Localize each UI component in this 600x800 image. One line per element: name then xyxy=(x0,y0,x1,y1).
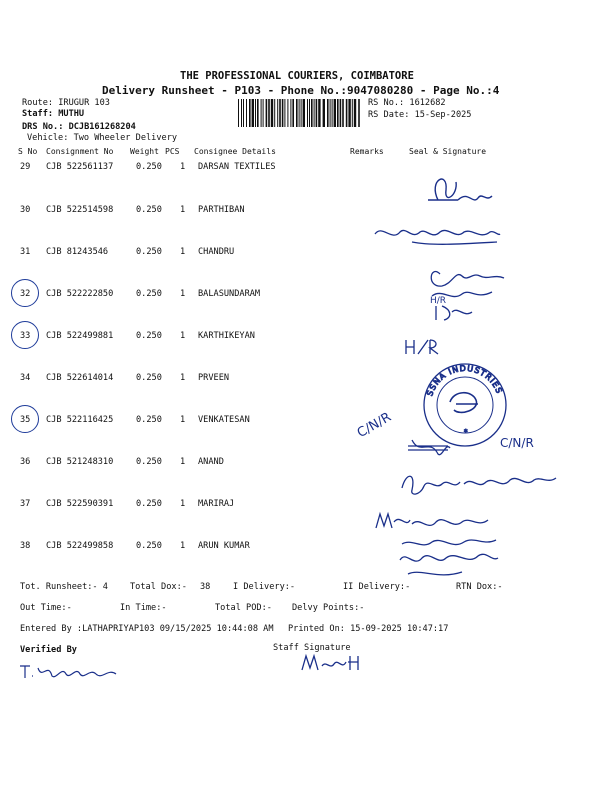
signature-row-30 xyxy=(372,222,502,250)
signature-row-37 xyxy=(372,510,502,586)
row-consignment: CJB 522116425 xyxy=(46,415,114,425)
barcode-bar xyxy=(358,99,360,127)
row-consignment: CJB 522590391 xyxy=(46,499,114,509)
barcode-bar xyxy=(249,99,251,127)
barcode-bar xyxy=(330,99,331,127)
barcode-bar xyxy=(271,99,273,127)
signature-row-36-struck xyxy=(404,436,454,460)
total-dox-value: 38 xyxy=(200,582,211,592)
vehicle-label: Vehicle: Two Wheeler Delivery xyxy=(27,133,178,143)
barcode-bar xyxy=(282,99,284,127)
rtn-dox: RTN Dox:- xyxy=(456,582,503,592)
row-pcs: 1 xyxy=(180,499,186,509)
barcode-bar xyxy=(316,99,318,127)
row-consignment: CJB 522514598 xyxy=(46,205,114,215)
row-weight: 0.250 xyxy=(136,289,162,299)
circle-mark-32 xyxy=(11,279,39,307)
row-weight: 0.250 xyxy=(136,541,162,551)
remark-handwritten-2: C/N/R xyxy=(500,436,534,450)
barcode-bar xyxy=(342,99,344,127)
row-weight: 0.250 xyxy=(136,247,162,257)
row-pcs: 1 xyxy=(180,457,186,467)
barcode-bar xyxy=(241,99,242,127)
row-sno: 32 xyxy=(20,289,31,299)
row-consignee: KARTHIKEYAN xyxy=(198,331,255,341)
signature-row-32 xyxy=(422,262,512,322)
row-sno: 38 xyxy=(20,541,31,551)
barcode-bar xyxy=(257,99,259,127)
row-weight: 0.250 xyxy=(136,457,162,467)
barcode-bar xyxy=(274,99,275,127)
row-consignee: BALASUNDARAM xyxy=(198,289,261,299)
barcode-bar xyxy=(352,99,353,127)
col-sno: S No xyxy=(18,147,38,156)
ii-delivery: II Delivery:- xyxy=(343,582,411,592)
barcode-bar xyxy=(301,99,302,127)
barcode-bar xyxy=(243,99,244,127)
runsheet-title: Delivery Runsheet - P103 - Phone No.:9047080280 - Page No.:4 xyxy=(102,84,500,97)
row-consignee: MARIRAJ xyxy=(198,499,235,509)
row-sno: 29 xyxy=(20,162,31,172)
barcode-bar xyxy=(277,99,278,127)
row-sno: 36 xyxy=(20,457,31,467)
barcode-bar xyxy=(263,99,264,127)
col-consignment: Consignment No xyxy=(46,147,114,156)
total-dox-label: Total Dox:- xyxy=(130,582,187,592)
row-sno: 37 xyxy=(20,499,31,509)
row-weight: 0.250 xyxy=(136,373,162,383)
barcode-bar xyxy=(284,99,285,127)
row-sno: 31 xyxy=(20,247,31,257)
route-label: Route: IRUGUR 103 xyxy=(22,98,110,108)
row-pcs: 1 xyxy=(180,162,186,172)
barcode-bar xyxy=(238,99,239,127)
printed-on: Printed On: 15-09-2025 10:47:17 xyxy=(288,624,449,634)
i-delivery: I Delivery:- xyxy=(233,582,296,592)
row-pcs: 1 xyxy=(180,541,186,551)
svg-text:SSNA INDUSTRIES: SSNA INDUSTRIES xyxy=(425,363,504,398)
rs-date-label: RS Date: 15-Sep-2025 xyxy=(368,110,472,120)
tot-runsheet: Tot. Runsheet:- 4 xyxy=(20,582,108,592)
row-consignee: DARSAN TEXTILES xyxy=(198,162,276,172)
row-consignee: VENKATESAN xyxy=(198,415,250,425)
row-consignment: CJB 522499881 xyxy=(46,331,114,341)
barcode-image xyxy=(237,99,363,127)
barcode-bar xyxy=(255,99,256,127)
col-consignee: Consignee Details xyxy=(194,147,276,156)
barcode-bar xyxy=(332,99,333,127)
barcode-bar xyxy=(261,99,262,127)
total-pod: Total POD:- xyxy=(215,603,272,613)
col-seal: Seal & Signature xyxy=(409,147,487,156)
barcode-bar xyxy=(279,99,281,127)
row-consignee: PARTHIBAN xyxy=(198,205,245,215)
staff-signature xyxy=(300,652,370,674)
barcode-bar xyxy=(252,99,254,127)
barcode-bar xyxy=(346,99,348,127)
out-time: Out Time:- xyxy=(20,603,72,613)
row-consignment: CJB 522499858 xyxy=(46,541,114,551)
barcode-bar xyxy=(348,99,350,127)
row33-handwritten-note: H/R xyxy=(430,296,447,306)
entered-by: Entered By :LATHAPRIYAP103 09/15/2025 10:44:08 AM xyxy=(20,624,274,634)
barcode-bar xyxy=(337,99,339,127)
barcode-bar xyxy=(303,99,305,127)
col-weight: Weight xyxy=(130,147,159,156)
row-weight: 0.250 xyxy=(136,162,162,172)
barcode-bar xyxy=(266,99,268,127)
row-pcs: 1 xyxy=(180,331,186,341)
company-title: THE PROFESSIONAL COURIERS, COIMBATORE xyxy=(180,70,414,82)
row-pcs: 1 xyxy=(180,289,186,299)
row-consignee: ANAND xyxy=(198,457,224,467)
signature-row-29 xyxy=(418,170,498,215)
row-weight: 0.250 xyxy=(136,205,162,215)
row-sno: 34 xyxy=(20,373,31,383)
staff-label: Staff: MUTHU xyxy=(22,109,85,119)
circle-mark-33 xyxy=(11,321,39,349)
row-consignee: PRVEEN xyxy=(198,373,230,383)
row-sno: 33 xyxy=(20,331,31,341)
row-consignment: CJB 81243546 xyxy=(46,247,109,257)
row-weight: 0.250 xyxy=(136,415,162,425)
barcode-bar xyxy=(314,99,315,127)
row-pcs: 1 xyxy=(180,415,186,425)
barcode-bar xyxy=(354,99,356,127)
barcode-bar xyxy=(307,99,308,127)
col-remarks: Remarks xyxy=(350,147,384,156)
staff-signature-label: Staff Signature xyxy=(273,643,351,653)
row-weight: 0.250 xyxy=(136,331,162,341)
row-consignee: CHANDRU xyxy=(198,247,235,257)
delvy-points: Delvy Points:- xyxy=(292,603,365,613)
row-weight: 0.250 xyxy=(136,499,162,509)
rs-no-label: RS No.: 1612682 xyxy=(368,98,446,108)
row-consignment: CJB 521248310 xyxy=(46,457,114,467)
svg-text:*: * xyxy=(464,428,468,436)
drs-label: DRS No.: DCJB161268204 xyxy=(22,122,136,132)
col-pcs: PCS xyxy=(165,147,180,156)
barcode-bar xyxy=(268,99,270,127)
barcode-bar xyxy=(309,99,310,127)
row-pcs: 1 xyxy=(180,205,186,215)
row-consignment: CJB 522614014 xyxy=(46,373,114,383)
row-sno: 35 xyxy=(20,415,31,425)
verified-by-label: Verified By xyxy=(20,645,77,655)
circle-mark-35 xyxy=(11,405,39,433)
barcode-bar xyxy=(287,99,288,127)
barcode-bar xyxy=(292,99,294,127)
barcode-bar xyxy=(290,99,291,127)
barcode-bar xyxy=(340,99,342,127)
barcode-bar xyxy=(323,99,325,127)
row-consignee: ARUN KUMAR xyxy=(198,541,250,551)
row-consignment: CJB 522561137 xyxy=(46,162,114,172)
row-consignment: CJB 522222850 xyxy=(46,289,114,299)
signature-row-33 xyxy=(404,336,444,356)
barcode-bar xyxy=(311,99,313,127)
row-pcs: 1 xyxy=(180,247,186,257)
barcode-bar xyxy=(334,99,336,127)
in-time: In Time:- xyxy=(120,603,167,613)
signature-row-36 xyxy=(398,466,558,500)
remark-handwritten-1: C/N/R xyxy=(354,409,394,442)
verifier-signature xyxy=(18,660,118,682)
barcode-bar xyxy=(299,99,300,127)
row-pcs: 1 xyxy=(180,373,186,383)
row-sno: 30 xyxy=(20,205,31,215)
barcode-bar xyxy=(327,99,329,127)
barcode-bar xyxy=(246,99,247,127)
barcode-bar xyxy=(296,99,298,127)
barcode-bar xyxy=(318,99,320,127)
